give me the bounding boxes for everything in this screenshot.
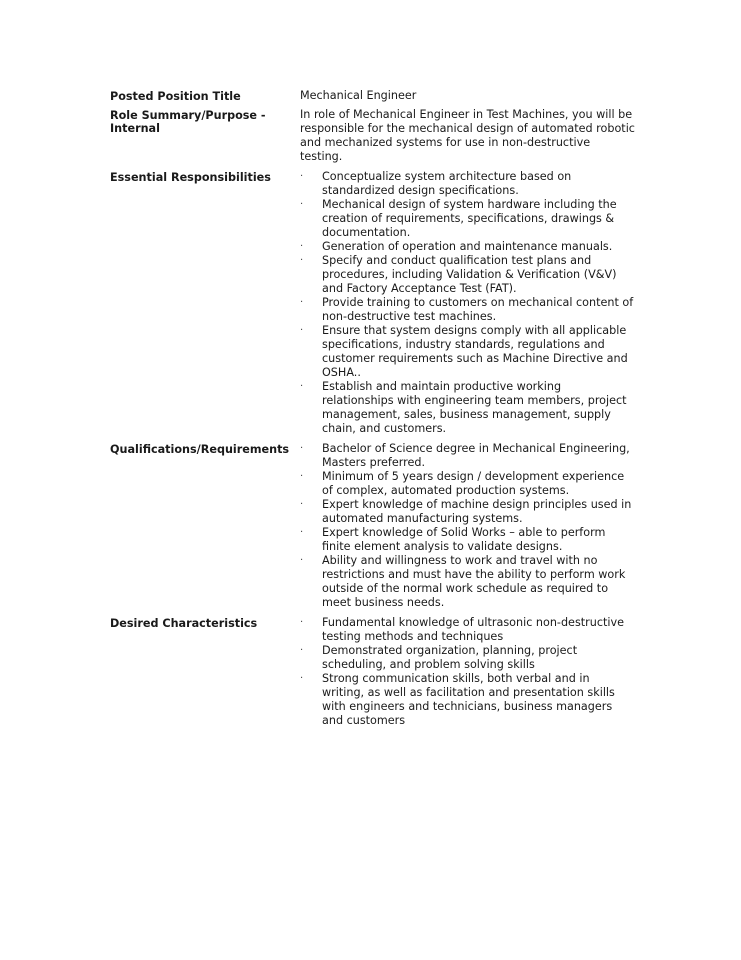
list-item	[300, 616, 635, 644]
list-item	[300, 672, 635, 728]
list-item	[300, 380, 635, 436]
list-item	[300, 254, 635, 296]
list-item-text: Fundamental knowledge of ultrasonic non-destructive testing methods and techniques	[322, 616, 624, 644]
list-item-text: Specify and conduct qualification test plans and procedures, including Validation & Verification (V&V) and Factory Acceptance Test (FAT).	[322, 254, 617, 296]
list-item	[300, 644, 635, 672]
bullet-icon: ·	[300, 297, 304, 309]
section-label: Posted Position Title	[110, 90, 241, 103]
bullet-icon: ·	[300, 381, 304, 393]
list-item-text: Generation of operation and maintenance manuals.	[322, 240, 613, 254]
bullet-icon: ·	[300, 443, 304, 455]
section-label: Desired Characteristics	[110, 617, 258, 631]
list-item	[300, 442, 635, 470]
list-item-text: Expert knowledge of machine design principles used in automated manufacturing systems.	[322, 498, 632, 526]
list-item-text: Provide training to customers on mechanical content of non-destructive test machines.	[322, 296, 634, 324]
list-item-text: Mechanical design of system hardware including the creation of requirements, specifications, drawings & documentation.	[322, 198, 617, 240]
list-item-text: Ability and willingness to work and travel with no restrictions and must have the ability to perform work outside of the normal work schedule as required to meet business needs.	[322, 554, 626, 610]
bullet-list	[300, 170, 635, 436]
list-item	[300, 240, 635, 254]
section-label: Role Summary/Purpose - Internal	[110, 109, 266, 136]
list-item	[300, 498, 635, 526]
section-essential-responsibilities	[110, 170, 635, 436]
section-desired-characteristics	[110, 616, 635, 728]
bullet-icon: ·	[300, 673, 304, 685]
section-role-summary	[110, 108, 635, 164]
bullet-icon: ·	[300, 171, 304, 183]
list-item-text: Minimum of 5 years design / development experience of complex, automated production systems.	[322, 470, 625, 498]
section-posted-position-title	[110, 89, 635, 103]
list-item	[300, 554, 635, 610]
list-item	[300, 198, 635, 240]
bullet-icon: ·	[300, 199, 304, 211]
list-item	[300, 296, 635, 324]
bullet-icon: ·	[300, 255, 304, 267]
list-item	[300, 170, 635, 198]
bullet-icon: ·	[300, 555, 304, 567]
list-item	[300, 470, 635, 498]
bullet-icon: ·	[300, 471, 304, 483]
bullet-icon: ·	[300, 527, 304, 539]
section-qualifications-requirements	[110, 442, 635, 610]
bullet-icon: ·	[300, 499, 304, 511]
section-text: In role of Mechanical Engineer in Test Machines, you will be responsible for the mechanical design of automated robotic and mechanized systems for use in non-destructive testing.	[300, 108, 635, 164]
list-item	[300, 526, 635, 554]
section-text: Mechanical Engineer	[300, 89, 417, 102]
list-item-text: Demonstrated organization, planning, project scheduling, and problem solving skills	[322, 644, 578, 672]
bullet-list	[300, 616, 635, 728]
list-item	[300, 324, 635, 380]
bullet-icon: ·	[300, 241, 304, 253]
bullet-icon: ·	[300, 325, 304, 337]
bullet-list	[300, 442, 635, 610]
list-item-text: Strong communication skills, both verbal and in writing, as well as facilitation and presentation skills with engineers and technicians, business managers and customers	[322, 672, 615, 728]
list-item-text: Expert knowledge of Solid Works – able to perform finite element analysis to validate designs.	[322, 526, 606, 554]
list-item-text: Ensure that system designs comply with all applicable specifications, industry standards, regulations and customer requirements such as Machine Directive and OSHA..	[322, 324, 628, 380]
bullet-icon: ·	[300, 645, 304, 657]
list-item-text: Conceptualize system architecture based on standardized design specifications.	[322, 170, 572, 198]
bullet-icon: ·	[300, 617, 304, 629]
section-label: Essential Responsibilities	[110, 171, 271, 185]
job-description-document	[110, 89, 635, 728]
list-item-text: Bachelor of Science degree in Mechanical Engineering, Masters preferred.	[322, 442, 630, 470]
section-label: Qualifications/Requirements	[110, 443, 290, 457]
list-item-text: Establish and maintain productive working relationships with engineering team members, project management, sales, business management, supply chain, and customers.	[322, 380, 627, 436]
